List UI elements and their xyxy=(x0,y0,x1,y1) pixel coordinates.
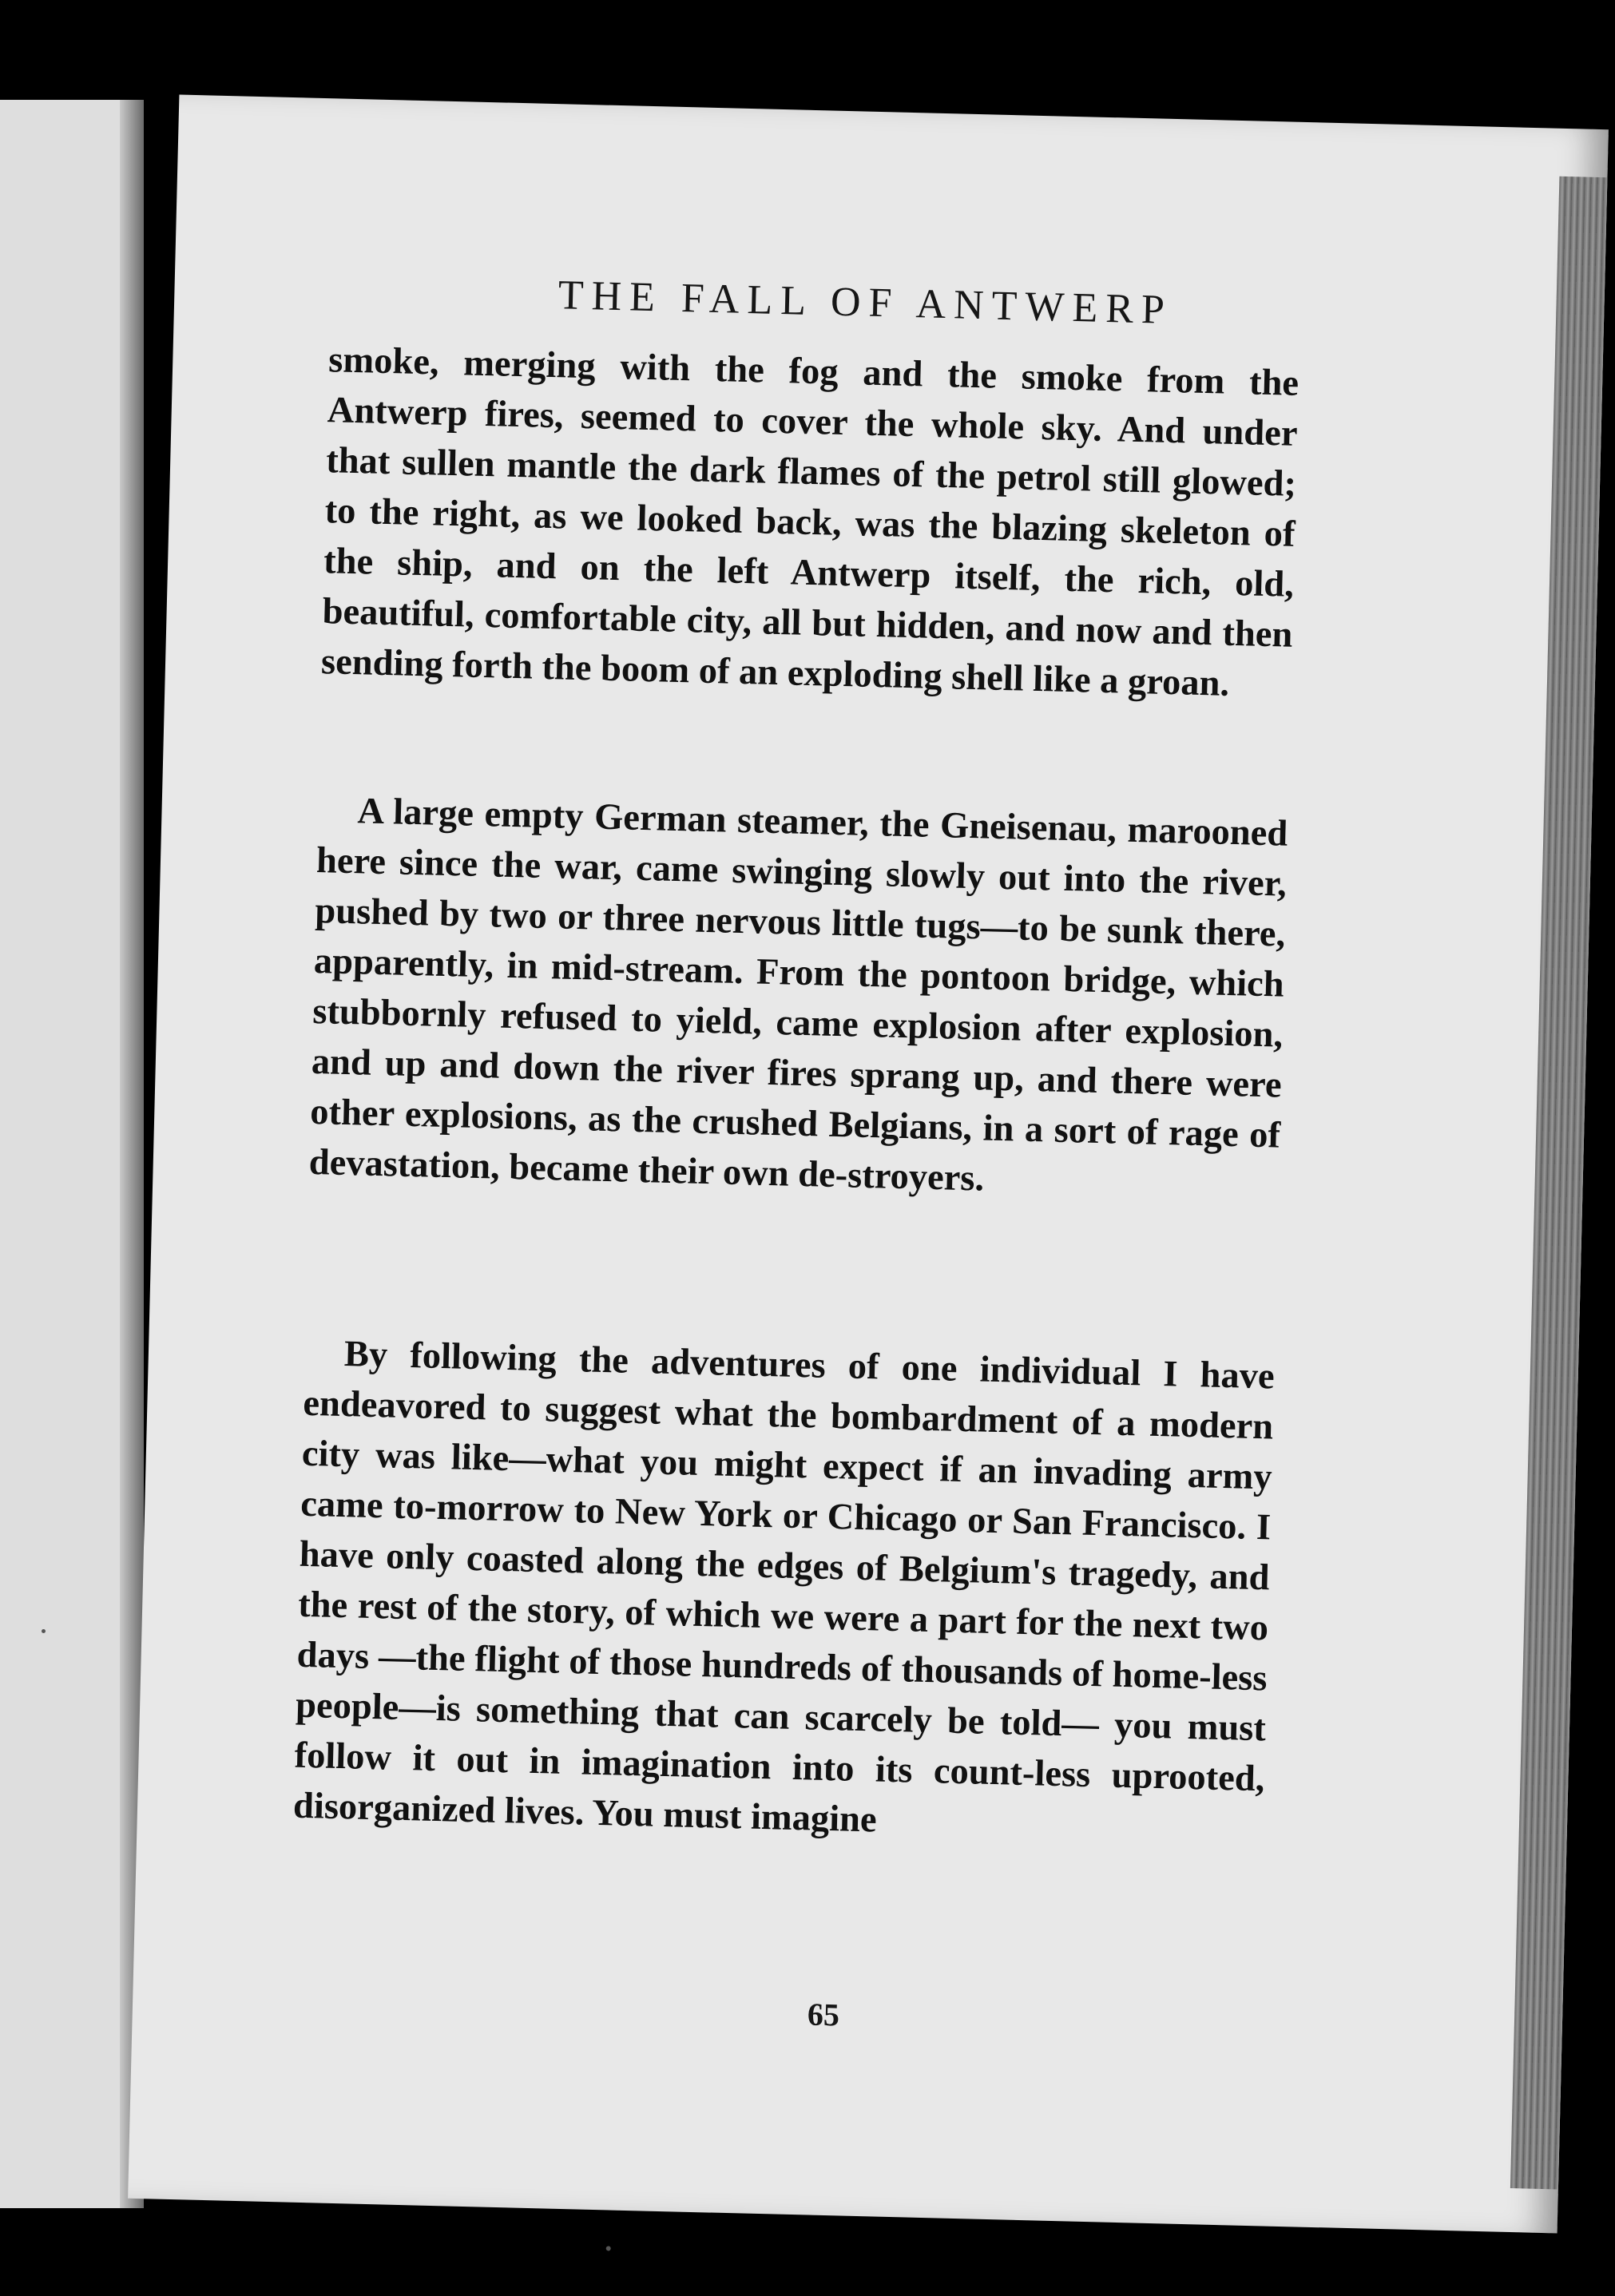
paragraph-text: smoke, merging with the fog and the smoke from the Antwerp fires, seemed to cover the whole sky. And under that sullen mantle the dark flames of the petrol still glowed; to the right, as we looked back, was the blazing skeleton of the ship, and on the left Antwerp itself, the rich, old, beautiful, comfortable city, all but hidden, and now and then sending forth the boom of an exploding shell like a groan. xyxy=(320,339,1300,704)
paragraph-3 xyxy=(292,1328,1275,1854)
running-head: THE FALL OF ANTWERP xyxy=(558,272,1173,333)
speck-mark xyxy=(606,2246,611,2250)
speck-mark-left xyxy=(42,1629,46,1633)
paragraph-text: By following the adventures of one individual I have endeavored to suggest what the bombardment of a modern city was like—what you might expect if an invading army came to-morrow to New York or Chicago or San Francisco. I have only coasted along the edges of Belgium's tragedy, and the rest of the story, of which we were a part for the next two days —the flight of those hundreds of thousands of home-less people—is something that can scarcely be told— you must follow it out in imagination into its count-less uprooted, disorganized lives. You must imagine xyxy=(292,1334,1276,1841)
paragraph-text: A large empty German steamer, the Gneisenau, marooned here since the war, came swinging slowly out into the river, pushed by two or three nervous little tugs—to be sunk there, apparently, in mid-stream. From the pontoon bridge, which stubbornly refused to yield, came explosion after explosion, and up and down the river fires sprang up, and there were other explosions, as the crushed Belgians, in a sort of rage of devastation, became their own de-stroyers. xyxy=(308,791,1288,1200)
page-number: 65 xyxy=(807,1996,840,2033)
page-edges xyxy=(1510,176,1608,2190)
paragraph-2 xyxy=(308,785,1288,1211)
paragraph-1 xyxy=(320,335,1299,711)
book-page xyxy=(128,95,1609,2234)
